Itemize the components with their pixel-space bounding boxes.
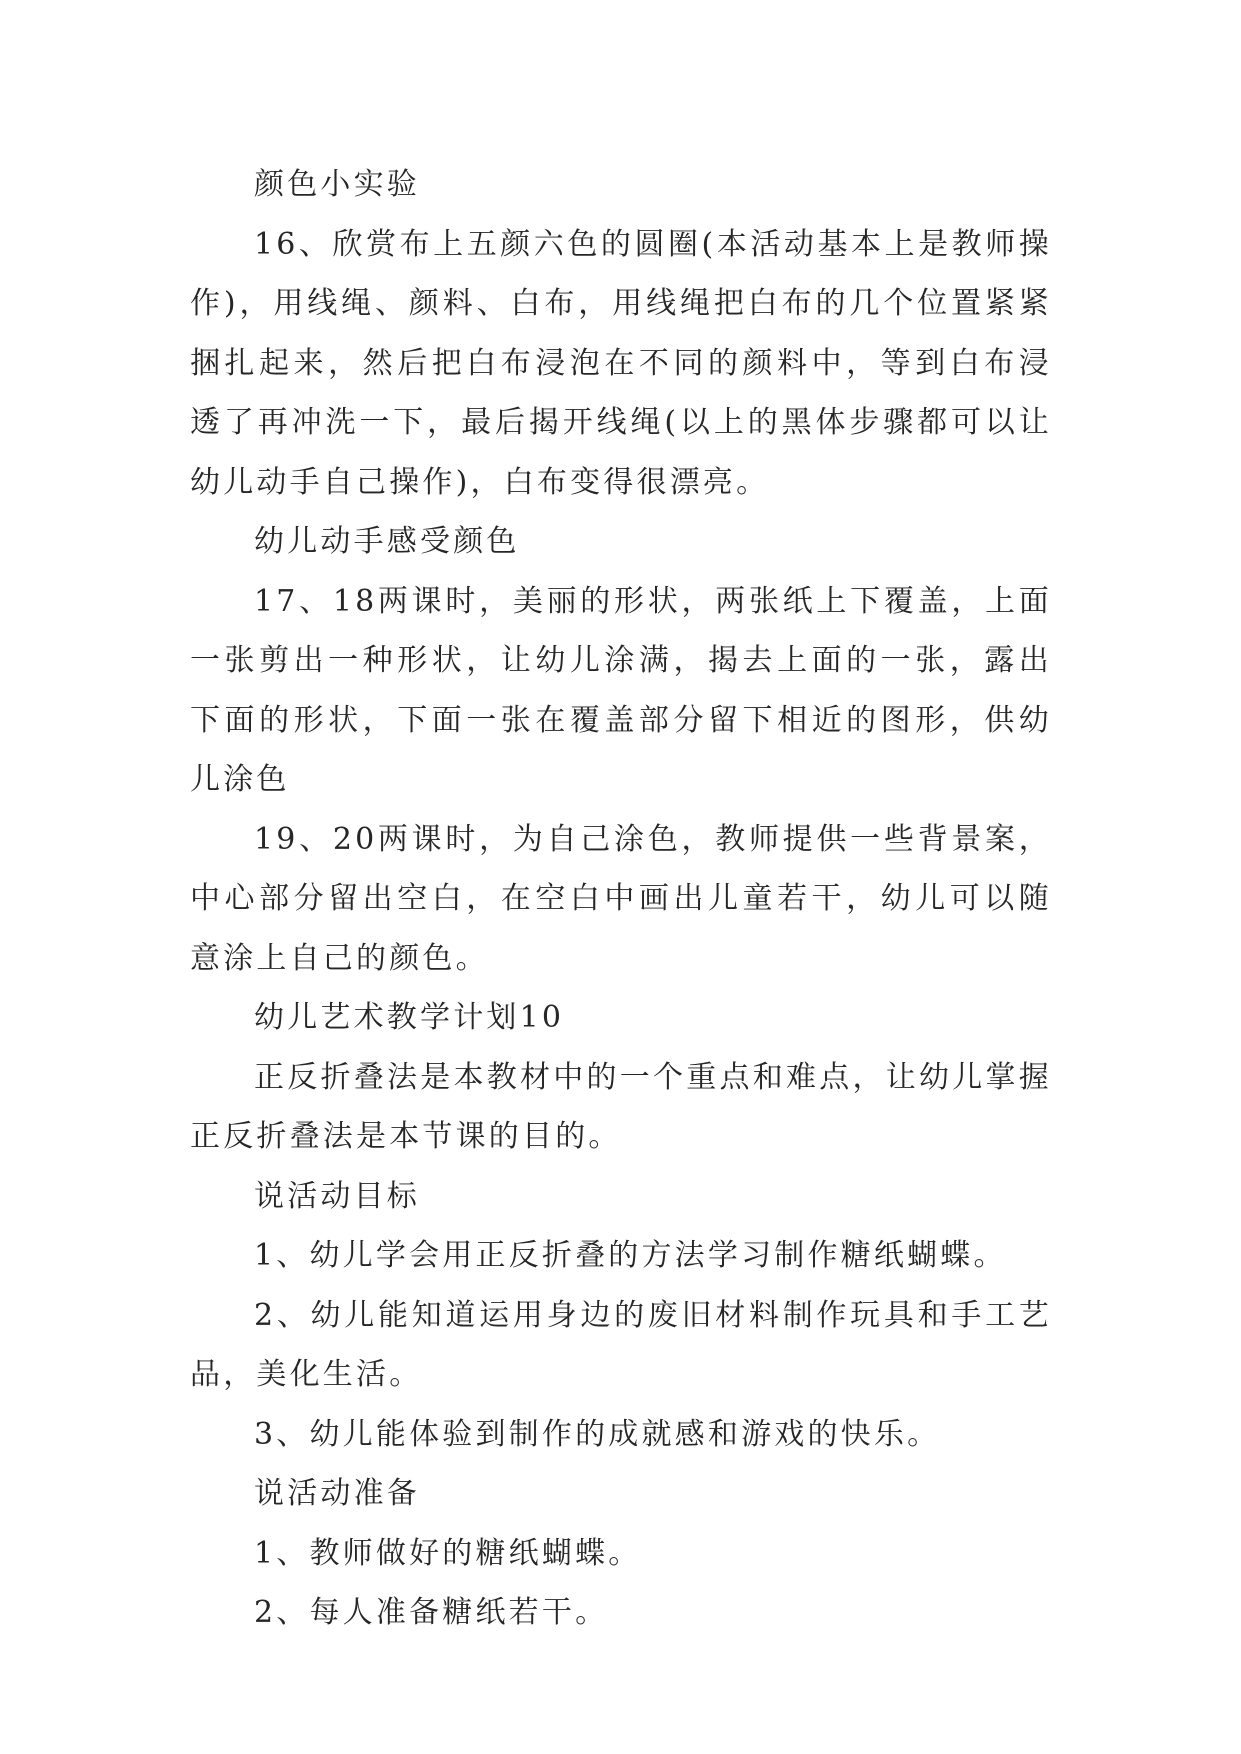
document-body: [190, 155, 1052, 1643]
paragraph-lesson-19-20: 19、20两课时，为自己涂色，教师提供一些背景案，中心部分留出空白，在空白中画出儿童若干，幼儿可以随意涂上自己的颜色。: [190, 821, 1052, 976]
list-item-prep-2: 2、每人准备糖纸若干。: [254, 1595, 609, 1630]
list-item-goal-1: 1、幼儿学会用正反折叠的方法学习制作糖纸蝴蝶。: [254, 1238, 1007, 1273]
list-item-prep-1: 1、教师做好的糖纸蝴蝶。: [254, 1535, 642, 1571]
section-heading-plan-10: 幼儿艺术教学计划10: [254, 1000, 565, 1035]
list-item-goal-3: 3、幼儿能体验到制作的成就感和游戏的快乐。: [254, 1416, 941, 1452]
section-heading-feel-color: 幼儿动手感受颜色: [254, 524, 520, 559]
paragraph-lesson-17-18: 17、18两课时，美丽的形状，两张纸上下覆盖，上面一张剪出一种形状，让幼儿涂满，揭去上面的一张，露出下面的形状，下面一张在覆盖部分留下相近的图形，供幼儿涂色: [190, 583, 1052, 797]
list-item-goal-2: 2、幼儿能知道运用身边的废旧材料制作玩具和手工艺品，美化生活。: [190, 1297, 1052, 1392]
section-heading-color-experiment: 颜色小实验: [254, 167, 420, 202]
section-heading-goals: 说活动目标: [254, 1178, 420, 1214]
paragraph-fold-method: 正反折叠法是本教材中的一个重点和难点，让幼儿掌握正反折叠法是本节课的目的。: [190, 1059, 1052, 1154]
section-heading-preparation: 说活动准备: [254, 1476, 420, 1511]
paragraph-lesson-16: 16、欣赏布上五颜六色的圆圈(本活动基本上是教师操作)，用线绳、颜料、白布，用线绳把白布的几个位置紧紧捆扎起来，然后把白布浸泡在不同的颜料中，等到白布浸透了再冲洗一下，最后揭开线绳(以上的黑体步骤都可以让幼儿动手自己操作)，白布变得很漂亮。: [190, 226, 1052, 500]
